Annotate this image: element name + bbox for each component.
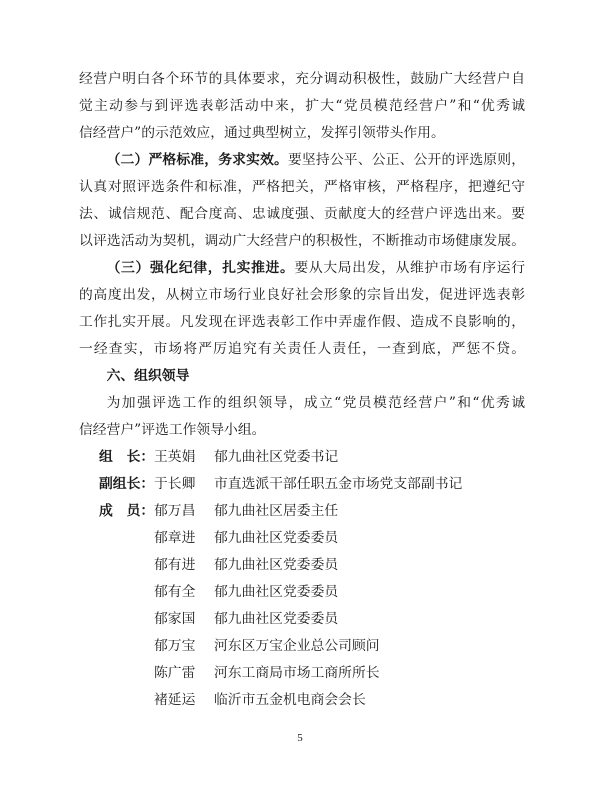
member-position: 郁九曲社区居委主任 [214, 503, 339, 519]
member-position: 市直选派干部任职五金市场党支部副书记 [214, 476, 463, 492]
member-row [99, 498, 525, 525]
member-name: 郁章进 [154, 530, 196, 546]
subsection-title: （二）严格标准，务求实效。 [106, 152, 288, 168]
member-name: 郁有进 [154, 557, 196, 573]
paragraph-discipline [79, 255, 525, 363]
paragraph-encourage-participation [79, 66, 525, 147]
text-line: 的高度出发，从树立市场行业良好社会形象的宗旨出发，促进评选表彰 [79, 287, 525, 303]
member-position: 郁九曲社区党委委员 [214, 611, 339, 627]
member-name: 郁万昌 [154, 503, 196, 519]
text-line: 以评选活动为契机，调动广大经营户的积极性，不断推动市场健康发展。 [79, 233, 525, 249]
member-position: 郁九曲社区党委书记 [214, 449, 339, 465]
text-line: 觉主动参与到评选表彰活动中来，扩大“党员模范经营户”和“优秀诚 [79, 98, 525, 114]
member-position: 郁九曲社区党委委员 [214, 530, 339, 546]
member-row [99, 579, 525, 606]
member-position: 临沂市五金机电商会会长 [214, 692, 366, 708]
member-name: 郁有全 [154, 584, 196, 600]
member-name: 郁家国 [154, 611, 196, 627]
role-label: 组 长： [99, 449, 155, 465]
subsection-title: （三）强化纪律，扎实推进。 [106, 260, 295, 276]
paragraph-leadership-intro [79, 390, 525, 444]
member-name: 王英娟 [154, 449, 196, 465]
text-line: 经营户明白各个环节的具体要求，充分调动积极性，鼓励广大经营户自 [79, 71, 525, 87]
member-position: 河东工商局市场工商所所长 [214, 665, 380, 681]
text-line: 为加强评选工作的组织领导，成立“党员模范经营户”和“优秀诚 [106, 395, 525, 411]
member-row [99, 660, 525, 687]
page-body [79, 66, 525, 714]
member-name: 褚延运 [154, 692, 196, 708]
text-line [79, 147, 525, 174]
text-line: 认真对照评选条件和标准，严格把关，严格审核，严格程序，把遵纪守 [79, 179, 525, 195]
leader-row [99, 444, 525, 471]
role-label: 成 员： [99, 503, 155, 519]
text-line [79, 255, 525, 282]
member-name: 于长卿 [154, 476, 196, 492]
text-line: 工作扎实开展。凡发现在评选表彰工作中弄虚作假、造成不良影响的， [79, 314, 525, 330]
text-fragment: 要坚持公平、公正、公开的评选原则， [287, 152, 526, 168]
page-number: 5 [297, 732, 303, 744]
text-fragment: 要从大局出发，从维护市场有序运行 [294, 260, 526, 276]
role-label: 副组长： [99, 476, 155, 492]
member-position: 郁九曲社区党委委员 [214, 557, 339, 573]
member-row [99, 687, 525, 714]
member-position: 河东区万宝企业总公司顾问 [214, 638, 380, 654]
member-row [99, 552, 525, 579]
text-line: 信经营户”评选工作领导小组。 [79, 422, 266, 438]
member-position: 郁九曲社区党委委员 [214, 584, 339, 600]
section-heading: 六、组织领导 [106, 368, 190, 384]
member-row [99, 525, 525, 552]
member-name: 郁万宝 [154, 638, 196, 654]
member-name: 陈广雷 [154, 665, 196, 681]
member-row [99, 633, 525, 660]
text-line: 法、诚信规范、配合度高、忠诚度强、贡献度大的经营户评选出来。要 [79, 206, 525, 222]
text-line: 一经查实，市场将严厉追究有关责任人责任，一查到底，严惩不贷。 [79, 341, 525, 357]
deputy-leader-row [99, 471, 525, 498]
leadership-group-list [79, 444, 525, 714]
paragraph-strict-standards [79, 147, 525, 255]
text-line: 信经营户”的示范效应，通过典型树立，发挥引领带头作用。 [79, 125, 445, 141]
member-row [99, 606, 525, 633]
